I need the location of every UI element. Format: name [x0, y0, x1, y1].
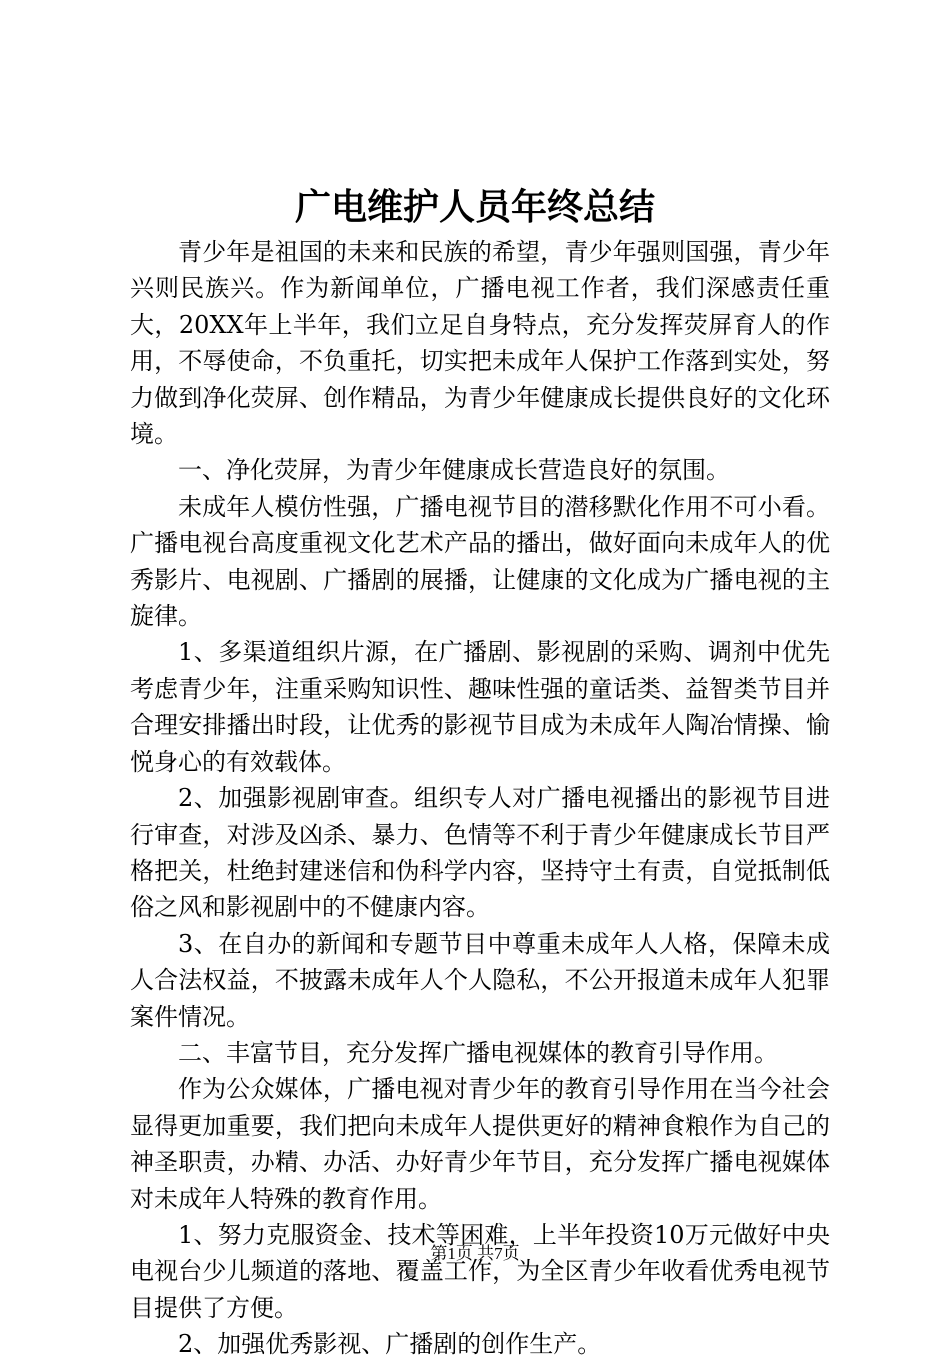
list-item: 2、加强影视剧审查。组织专人对广播电视播出的影视节目进行审查，对涉及凶杀、暴力、色情等不利于青少年健康成长节目严格把关，杜绝封建迷信和伪科学内容，坚持守土有责，自觉抵制低俗之风和影视剧中的不健康内容。 [130, 784, 830, 922]
section-heading: 二、丰富节目，充分发挥广播电视媒体的教育引导作用。 [178, 1038, 778, 1067]
list-item: 3、在自办的新闻和专题节目中尊重未成年人人格，保障未成人合法权益，不披露未成年人个人隐私，不公开报道未成年人犯罪案件情况。 [130, 929, 830, 1031]
section-heading: 一、净化荧屏，为青少年健康成长营造良好的氛围。 [178, 456, 730, 485]
list-item: 2、加强优秀影视、广播剧的创作生产。 [178, 1330, 602, 1359]
list-item: 1、多渠道组织片源，在广播剧、影视剧的采购、调剂中优先考虑青少年，注重采购知识性、趣味性强的童话类、益智类节目并合理安排播出时段，让优秀的影视节目成为未成年人陶冶情操、愉悦身心的有效载体。 [130, 638, 830, 776]
paragraph: 作为公众媒体，广播电视对青少年的教育引导作用在当今社会显得更加重要，我们把向未成年人提供更好的精神食粮作为自己的神圣职责，办精、办活、办好青少年节目，充分发挥广播电视媒体对未成年人特殊的教育作用。 [130, 1075, 830, 1213]
paragraph: 未成年人模仿性强，广播电视节目的潜移默化作用不可小看。广播电视台高度重视文化艺术产品的播出，做好面向未成年人的优秀影片、电视剧、广播剧的展播，让健康的文化成为广播电视的主旋律。 [130, 492, 830, 631]
page-number-footer: 第1页 共7页 [430, 1244, 520, 1263]
paragraph: 青少年是祖国的未来和民族的希望，青少年强则国强，青少年兴则民族兴。作为新闻单位，广播电视工作者，我们深感责任重大，20XX年上半年，我们立足自身特点，充分发挥荧屏育人的作用，不辱使命，不负重托，切实把未成年人保护工作落到实处，努力做到净化荧屏、创作精品，为青少年健康成长提供良好的文化环境。 [130, 238, 830, 449]
document-title: 广电维护人员年终总结 [294, 187, 655, 228]
list-item: 1、努力克服资金、技术等困难，上半年投资10万元做好中央电视台少儿频道的落地、覆盖工作，为全区青少年收看优秀电视节目提供了方便。 [130, 1220, 830, 1322]
document-body [130, 234, 830, 1363]
